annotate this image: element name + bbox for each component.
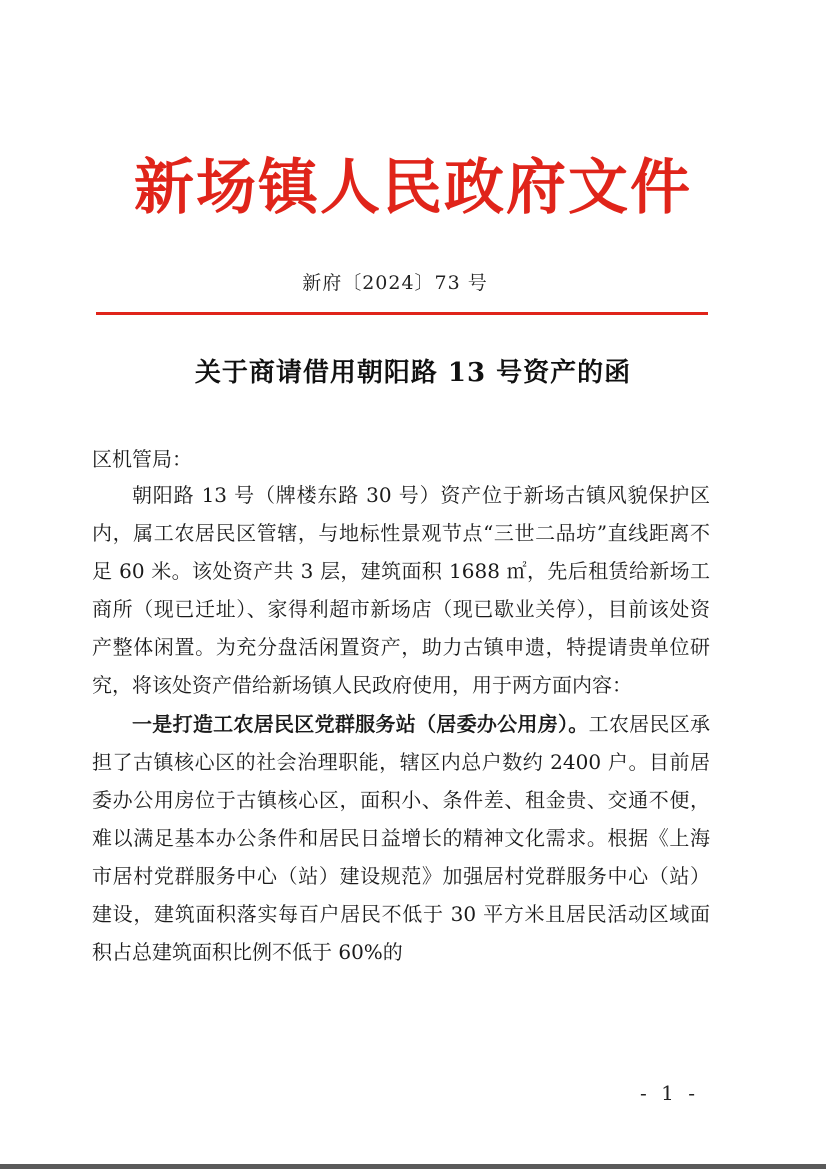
document-number: 新府〔2024〕73 号 [302,272,488,294]
letter-title: 关于商请借用朝阳路 13 号资产的函 [194,358,632,388]
page-number: - 1 - [640,1081,699,1105]
body-paragraph-2 [92,705,710,972]
masthead-title: 新场镇人民政府文件 [134,153,692,223]
body-paragraph-1: 朝阳路 13 号（牌楼东路 30 号）资产位于新场古镇风貌保护区内，属工农居民区管辖，与地标性景观节点“三世二品坊”直线距离不足 60 米。该处资产共 3 层，建筑面积 1688 ㎡，先后租赁给新场工商所（现已迁址）、家得利超市新场店（现已歇业关停），目前该处资产整体闲置。为充分盘活闲置资产，助力古镇申遗，特提请贵单位研究，将该处资产借给新场镇人民政府使用，用于两方面内容： [92,483,710,698]
paragraph-2-text: 工农居民区承担了古镇核心区的社会治理职能，辖区内总户数约 2400 户。目前居委办公用房位于古镇核心区，面积小、条件差、租金贵、交通不便，难以满足基本办公条件和居民日益增长的精神文化需求。根据《上海市居村党群服务中心（站）建设规范》加强居村党群服务中心（站）建设，建筑面积落实每百户居民不低于 30 平方米且居民活动区域面积占总建筑面积比例不低于 60%的 [92,711,711,965]
red-divider-line [96,312,708,315]
scan-edge [0,1164,826,1169]
letter-body [92,476,710,971]
paragraph-2-lead: 一是打造工农居民区党群服务站（居委办公用房）。 [132,711,589,736]
salutation: 区机管局： [92,447,192,471]
